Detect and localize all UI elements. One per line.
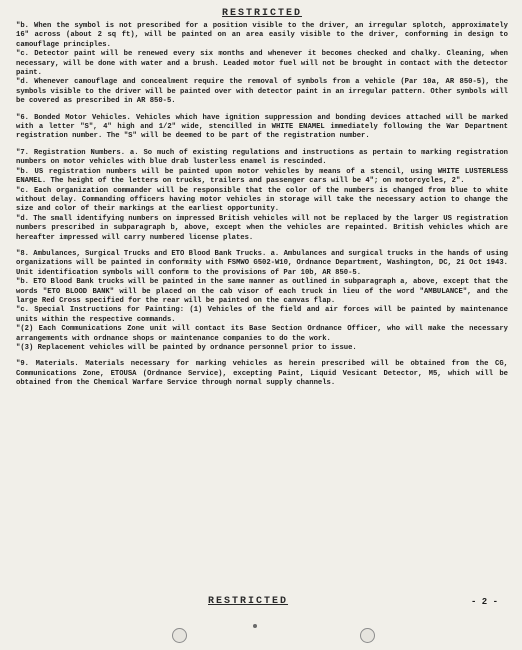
classification-header: RESTRICTED [221, 8, 302, 19]
page-number: - 2 - [470, 597, 498, 607]
paragraph-8c-2: "(2) Each Communications Zone unit will contact its Base Section Ordnance Officer, who will make the necessary arrangements with ordnance shops or maintenance companies to do the work. [16, 325, 508, 343]
paragraph-6 [16, 114, 508, 142]
subparagraph-c: "c. Detector paint will be renewed every six months and whenever it becomes checked and chalky. Cleaning, when necessary, will be done with water and a brush. Leaded motor fuel will not be brought in contact with the detector paint. [16, 50, 508, 78]
paragraph-8a: "8. Ambulances, Surgical Trucks and ETO Blood Bank Trucks. a. Ambulances and surgical trucks in the hands of using organizations will be painted in conformity with FSMWO G502-W10, Ordnance Department, Washington, DC, 21 Oct 1943. Unit identification symbols will conform to the provisions of Par 10b, AR 850-5. [16, 249, 508, 277]
paragraph-8c-3: "(3) Replacement vehicles will be painted by ordnance personnel prior to issue. [16, 344, 357, 352]
paragraph-7 [16, 149, 508, 243]
paragraph-7c: "c. Each organization commander will be responsible that the color of the numbers is changed from blue to white without delay. Commanding officers having motor vehicles in storage will take the necessary action to change the size and color of their markings at the earliest opportunity. [16, 186, 508, 214]
punch-hole-right-icon [360, 628, 375, 643]
paragraph-9-text: "9. Materials. Materials necessary for marking vehicles as herein prescribed will be obtained from the CG, Communications Zone, ETOUSA (Ordnance Service), excepting Paint, Liquid Vesicant Detector, M5, which will be obtained from the Chemical Warfare Service through normal supply channels. [16, 360, 508, 388]
paragraph-7a: "7. Registration Numbers. a. So much of existing regulations and instructions as pertain to marking registration numbers on motor vehicles with blue drab lusterless enamel is rescinded. [16, 148, 508, 167]
subparagraph-b: "b. When the symbol is not prescribed for a position visible to the driver, an irregular splotch, approximately 16" across (about 2 sq ft), will be painted on an area easily visible to the driver, conforming in design to camouflage principles. [16, 22, 508, 49]
paragraph-8 [16, 250, 508, 353]
paragraph-7d: "d. The small identifying numbers on impressed British vehicles will not be replaced by the larger US registration numbers prescribed in subparagraph b, above, except when the vehicles are repainted. British vehicles which are hereafter impressed will carry numbered license plates. [16, 214, 508, 242]
paragraph-6-text: "6. Bonded Motor Vehicles. Vehicles which have ignition suppression and bonding devices attached will be marked with a letter "S", 4" high and 1/2" wide, stencilled in WHITE ENAMEL immediately following the War Department registration number. The "S" will be deemed to be part of the registration number. [16, 113, 508, 141]
page-footer [16, 596, 508, 610]
punch-hole-left-icon [172, 628, 187, 643]
paragraph-8b: "b. ETO Blood Bank trucks will be painted in the same manner as outlined in subparagraph a, above, except that the words "ETO BLOOD BANK" will be placed on the cab visor of each truck in lieu of the word "AMBULANCE", and the large Red Cross specified for the rear will be painted on the canvas flap. [16, 278, 508, 305]
punch-mark-icon [253, 624, 257, 628]
paragraph-9 [16, 360, 508, 388]
paragraph-5-continued [16, 22, 508, 107]
paragraph-7b: "b. US registration numbers will be painted upon motor vehicles by means of a stencil, using WHITE LUSTERLESS ENAMEL. The height of the letters on trucks, trailers and passenger cars will be 4"; on motorcycles, 2". [16, 167, 508, 186]
classification-footer: RESTRICTED [208, 596, 289, 607]
subparagraph-d: "d. Whenever camouflage and concealment require the removal of symbols from a vehicle (Par 10a, AR 850-5), the symbols visible to the driver will be painted over with detector paint in an irregular pattern. Other symbols will be covered as prescribed in AR 850-5. [16, 78, 508, 106]
paragraph-8c-1: "c. Special Instructions for Painting: (1) Vehicles of the field and air forces will be painted by maintenance units within the respective commands. [16, 306, 508, 324]
